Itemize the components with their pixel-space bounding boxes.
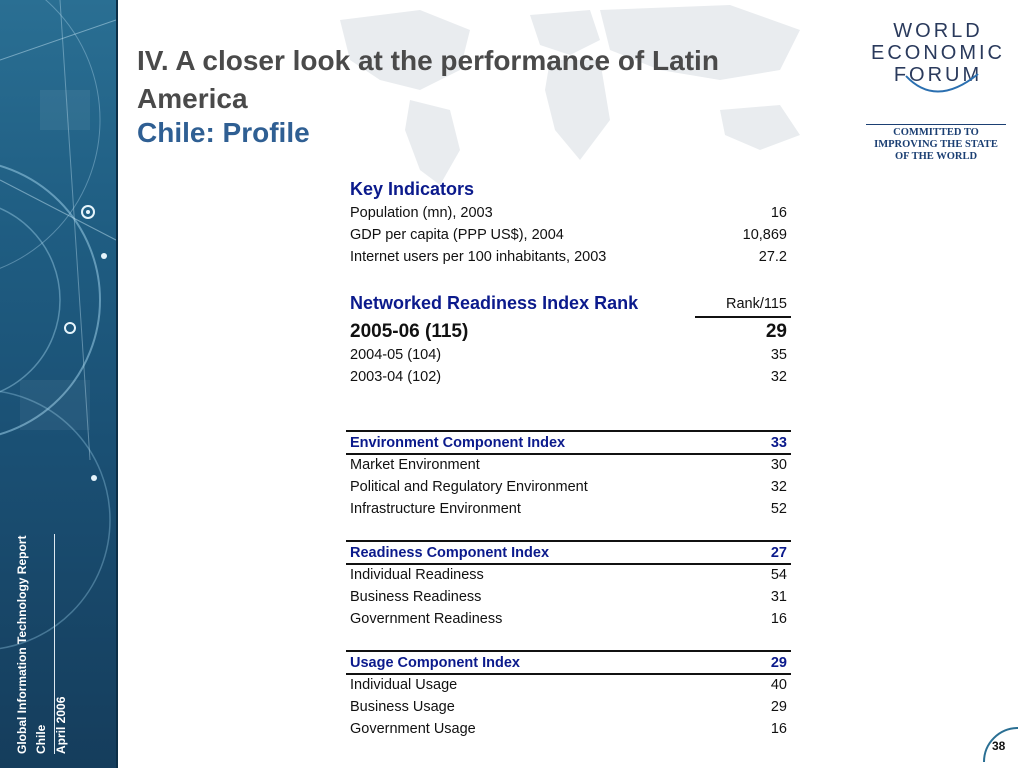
component-value: 29: [770, 655, 787, 671]
wef-tagline: [866, 124, 1006, 163]
table-row: [346, 696, 791, 718]
component-item-label: Government Usage: [350, 721, 476, 737]
component-header-row: [346, 542, 791, 564]
component-heading: Readiness Component Index: [350, 545, 550, 561]
nri-year-value: 35: [770, 347, 787, 363]
logo-line-2: ECONOMIC: [871, 42, 1005, 64]
nri-year-label: 2004-05 (104): [350, 347, 442, 363]
page-number-label: 38: [992, 739, 1006, 753]
table-row: [346, 476, 791, 498]
table-row: [346, 366, 791, 388]
component-item-value: 29: [770, 699, 787, 715]
nri-column-label: Rank/115: [726, 296, 787, 312]
nri-header: [346, 290, 791, 316]
indicator-label: Internet users per 100 inhabitants, 2003: [350, 249, 607, 265]
component-item-value: 30: [770, 457, 787, 473]
sidebar-date: April 2006: [54, 696, 68, 754]
component-item-value: 16: [770, 611, 787, 627]
key-indicators-header: [346, 176, 791, 204]
nri-main-row: [346, 318, 791, 344]
component-heading: Usage Component Index: [350, 655, 520, 671]
table-row: [346, 246, 791, 268]
table-row: [346, 498, 791, 520]
component-item-label: Business Readiness: [350, 589, 482, 605]
nri-year-label: 2003-04 (102): [350, 369, 442, 385]
indicator-value: 16: [770, 205, 787, 221]
wef-logo: [864, 20, 1012, 112]
table-row: [346, 344, 791, 366]
component-item-value: 40: [770, 677, 787, 693]
side-band-border: [116, 0, 118, 768]
component-item-label: Business Usage: [350, 699, 455, 715]
indicator-label: GDP per capita (PPP US$), 2004: [350, 227, 564, 243]
component-item-label: Market Environment: [350, 457, 480, 473]
table-row: [346, 586, 791, 608]
page-number: [978, 722, 1022, 766]
nri-year-value: 32: [770, 369, 787, 385]
table-row: [346, 674, 791, 696]
component-item-label: Government Readiness: [350, 611, 503, 627]
component-value: 33: [770, 435, 787, 451]
table-row: [346, 718, 791, 740]
component-header-row: [346, 652, 791, 674]
key-indicators-heading: Key Indicators: [350, 179, 475, 199]
indicator-label: Population (mn), 2003: [350, 205, 493, 221]
component-item-value: 16: [770, 721, 787, 737]
logo-arc-icon: [886, 68, 986, 108]
sidebar-country: Chile: [34, 724, 48, 754]
logo-line-1: WORLD: [893, 20, 983, 42]
component-item-value: 31: [770, 589, 787, 605]
table-row: [346, 454, 791, 476]
component-item-label: Infrastructure Environment: [350, 501, 521, 517]
tagline-line-3: OF THE WORLD: [894, 151, 978, 162]
component-header-row: [346, 432, 791, 454]
component-value: 27: [770, 545, 787, 561]
sidebar-vertical-text: [0, 514, 100, 754]
table-row: [346, 202, 791, 224]
sidebar-report-name: Global Information Technology Report: [15, 535, 29, 754]
component-item-value: 52: [770, 501, 787, 517]
component-item-label: Individual Readiness: [350, 567, 484, 583]
table-row: [346, 224, 791, 246]
tagline-line-1: COMMITTED TO: [893, 127, 979, 138]
nri-heading: Networked Readiness Index Rank: [350, 293, 639, 313]
component-item-value: 32: [770, 479, 787, 495]
component-item-label: Political and Regulatory Environment: [350, 479, 588, 495]
indicator-value: 10,869: [742, 227, 787, 243]
indicator-value: 27.2: [758, 249, 787, 265]
table-row: [346, 564, 791, 586]
component-item-label: Individual Usage: [350, 677, 458, 693]
nri-main-value: 29: [765, 321, 787, 342]
logo-line-3: FORUM: [893, 64, 983, 86]
tagline-line-2: IMPROVING THE STATE: [874, 139, 998, 150]
component-item-value: 54: [770, 567, 787, 583]
page-subtitle: Chile: Profile: [137, 117, 310, 148]
component-heading: Environment Component Index: [350, 435, 566, 451]
table-row: [346, 608, 791, 630]
nri-main-label: 2005-06 (115): [350, 321, 469, 342]
page-title: IV. A closer look at the performance of Latin America: [137, 45, 719, 114]
